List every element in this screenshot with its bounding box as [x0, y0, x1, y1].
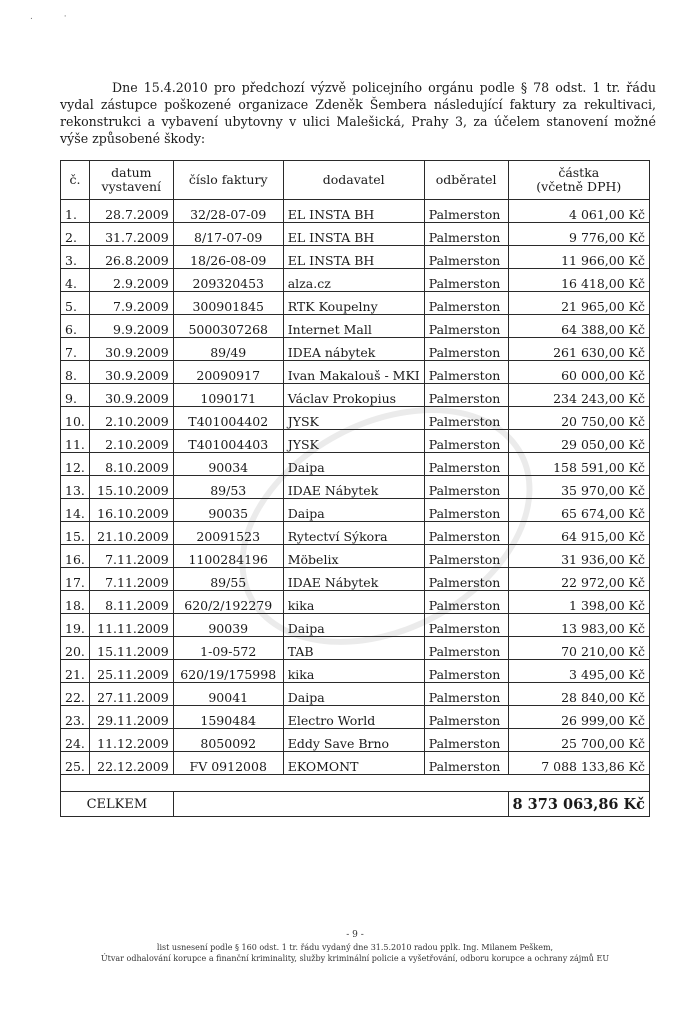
- row-invoice: 1100284196: [173, 545, 283, 568]
- row-amount: 22 972,00 Kč: [508, 568, 649, 591]
- row-number: 16.: [61, 545, 90, 568]
- row-supplier: Daipa: [283, 614, 424, 637]
- row-invoice: 8050092: [173, 729, 283, 752]
- row-amount: 3 495,00 Kč: [508, 660, 649, 683]
- total-row: [61, 792, 650, 817]
- table-row: [61, 545, 650, 568]
- row-supplier: EL INSTA BH: [283, 246, 424, 269]
- invoice-table: [60, 160, 650, 817]
- row-date: 7.9.2009: [89, 292, 173, 315]
- row-invoice: 1-09-572: [173, 637, 283, 660]
- row-amount: 20 750,00 Kč: [508, 407, 649, 430]
- row-date: 26.8.2009: [89, 246, 173, 269]
- row-number: 1.: [61, 200, 90, 223]
- table-row: [61, 476, 650, 499]
- row-supplier: EL INSTA BH: [283, 223, 424, 246]
- table-row: [61, 292, 650, 315]
- row-customer: Palmerston: [424, 338, 508, 361]
- row-date: 2.10.2009: [89, 407, 173, 430]
- table-row: [61, 315, 650, 338]
- row-invoice: 90041: [173, 683, 283, 706]
- row-supplier: kika: [283, 591, 424, 614]
- row-supplier: Rytectví Sýkora: [283, 522, 424, 545]
- row-customer: Palmerston: [424, 361, 508, 384]
- row-customer: Palmerston: [424, 200, 508, 223]
- header-amount: [508, 161, 649, 200]
- total-amount: 8 373 063,86 Kč: [508, 792, 649, 817]
- table-row: [61, 729, 650, 752]
- table-row: [61, 430, 650, 453]
- row-invoice: 209320453: [173, 269, 283, 292]
- row-amount: 70 210,00 Kč: [508, 637, 649, 660]
- row-amount: 1 398,00 Kč: [508, 591, 649, 614]
- row-amount: 29 050,00 Kč: [508, 430, 649, 453]
- row-supplier: TAB: [283, 637, 424, 660]
- row-supplier: JYSK: [283, 430, 424, 453]
- row-supplier: Daipa: [283, 499, 424, 522]
- row-customer: Palmerston: [424, 545, 508, 568]
- row-date: 22.12.2009: [89, 752, 173, 775]
- row-amount: 64 388,00 Kč: [508, 315, 649, 338]
- table-row: [61, 637, 650, 660]
- row-date: 7.11.2009: [89, 568, 173, 591]
- table-row: [61, 660, 650, 683]
- row-number: 14.: [61, 499, 90, 522]
- row-date: 30.9.2009: [89, 361, 173, 384]
- row-supplier: Internet Mall: [283, 315, 424, 338]
- footer-line-2: Útvar odhalování korupce a finanční kriminality, služby kriminální policie a vyšetřování, odboru korupce a ochrany zájmů EU: [100, 954, 610, 963]
- footer: [60, 930, 650, 964]
- row-date: 28.7.2009: [89, 200, 173, 223]
- row-number: 25.: [61, 752, 90, 775]
- row-invoice: 90039: [173, 614, 283, 637]
- row-customer: Palmerston: [424, 614, 508, 637]
- row-number: 21.: [61, 660, 90, 683]
- row-invoice: 1590484: [173, 706, 283, 729]
- row-date: 30.9.2009: [89, 338, 173, 361]
- row-invoice: 300901845: [173, 292, 283, 315]
- footer-line-1: list usnesení podle § 160 odst. 1 tr. řádu vydaný dne 31.5.2010 radou pplk. Ing. Milanem Peškem,: [156, 943, 554, 952]
- row-amount: 234 243,00 Kč: [508, 384, 649, 407]
- row-amount: 26 999,00 Kč: [508, 706, 649, 729]
- row-number: 24.: [61, 729, 90, 752]
- row-number: 23.: [61, 706, 90, 729]
- blank-cell: [61, 775, 650, 792]
- header-no: č.: [61, 161, 90, 200]
- row-customer: Palmerston: [424, 292, 508, 315]
- row-number: 10.: [61, 407, 90, 430]
- row-customer: Palmerston: [424, 384, 508, 407]
- table-row: [61, 338, 650, 361]
- row-amount: 64 915,00 Kč: [508, 522, 649, 545]
- row-customer: Palmerston: [424, 223, 508, 246]
- table-row: [61, 453, 650, 476]
- header-supplier: dodavatel: [283, 161, 424, 200]
- row-number: 20.: [61, 637, 90, 660]
- row-invoice: 18/26-08-09: [173, 246, 283, 269]
- row-invoice: T401004403: [173, 430, 283, 453]
- row-date: 21.10.2009: [89, 522, 173, 545]
- row-amount: 25 700,00 Kč: [508, 729, 649, 752]
- row-amount: 13 983,00 Kč: [508, 614, 649, 637]
- row-invoice: 32/28-07-09: [173, 200, 283, 223]
- row-number: 9.: [61, 384, 90, 407]
- row-supplier: Möbelix: [283, 545, 424, 568]
- row-supplier: EKOMONT: [283, 752, 424, 775]
- row-invoice: 20091523: [173, 522, 283, 545]
- total-label: CELKEM: [61, 792, 174, 817]
- row-amount: 31 936,00 Kč: [508, 545, 649, 568]
- row-number: 8.: [61, 361, 90, 384]
- row-supplier: Eddy Save Brno: [283, 729, 424, 752]
- row-amount: 16 418,00 Kč: [508, 269, 649, 292]
- row-date: 16.10.2009: [89, 499, 173, 522]
- page-number: - 9 -: [346, 930, 364, 940]
- row-invoice: 620/19/175998: [173, 660, 283, 683]
- row-invoice: 20090917: [173, 361, 283, 384]
- scan-specks: . ·: [30, 12, 81, 22]
- row-amount: 35 970,00 Kč: [508, 476, 649, 499]
- header-amount-line2: (včetně DPH): [536, 179, 622, 194]
- table-header-row: [61, 161, 650, 200]
- row-invoice: 89/55: [173, 568, 283, 591]
- row-date: 29.11.2009: [89, 706, 173, 729]
- row-customer: Palmerston: [424, 476, 508, 499]
- header-date: [89, 161, 173, 200]
- header-date-line1: datum: [111, 165, 152, 180]
- row-customer: Palmerston: [424, 683, 508, 706]
- row-number: 19.: [61, 614, 90, 637]
- row-supplier: kika: [283, 660, 424, 683]
- row-customer: Palmerston: [424, 246, 508, 269]
- row-number: 17.: [61, 568, 90, 591]
- row-supplier: IDAE Nábytek: [283, 476, 424, 499]
- table-row: [61, 407, 650, 430]
- row-supplier: Electro World: [283, 706, 424, 729]
- row-number: 22.: [61, 683, 90, 706]
- row-invoice: 1090171: [173, 384, 283, 407]
- row-date: 11.12.2009: [89, 729, 173, 752]
- row-invoice: T401004402: [173, 407, 283, 430]
- table-row: [61, 499, 650, 522]
- row-customer: Palmerston: [424, 706, 508, 729]
- row-supplier: IDAE Nábytek: [283, 568, 424, 591]
- row-supplier: Daipa: [283, 683, 424, 706]
- row-invoice: 90034: [173, 453, 283, 476]
- row-invoice: 90035: [173, 499, 283, 522]
- table-row: [61, 752, 650, 775]
- table-row: [61, 384, 650, 407]
- row-invoice: 89/49: [173, 338, 283, 361]
- row-customer: Palmerston: [424, 568, 508, 591]
- row-number: 12.: [61, 453, 90, 476]
- row-amount: 21 965,00 Kč: [508, 292, 649, 315]
- row-customer: Palmerston: [424, 591, 508, 614]
- row-date: 15.10.2009: [89, 476, 173, 499]
- row-date: 2.9.2009: [89, 269, 173, 292]
- row-date: 31.7.2009: [89, 223, 173, 246]
- row-customer: Palmerston: [424, 660, 508, 683]
- row-amount: 65 674,00 Kč: [508, 499, 649, 522]
- table-row: [61, 200, 650, 223]
- row-number: 5.: [61, 292, 90, 315]
- table-row: [61, 706, 650, 729]
- row-customer: Palmerston: [424, 637, 508, 660]
- row-date: 9.9.2009: [89, 315, 173, 338]
- row-invoice: 89/53: [173, 476, 283, 499]
- row-number: 11.: [61, 430, 90, 453]
- table-row: [61, 683, 650, 706]
- row-supplier: RTK Koupelny: [283, 292, 424, 315]
- row-amount: 4 061,00 Kč: [508, 200, 649, 223]
- table-row: [61, 522, 650, 545]
- row-supplier: EL INSTA BH: [283, 200, 424, 223]
- row-amount: 261 630,00 Kč: [508, 338, 649, 361]
- row-amount: 7 088 133,86 Kč: [508, 752, 649, 775]
- table-row: [61, 568, 650, 591]
- row-amount: 11 966,00 Kč: [508, 246, 649, 269]
- row-invoice: 8/17-07-09: [173, 223, 283, 246]
- row-customer: Palmerston: [424, 752, 508, 775]
- table-row: [61, 223, 650, 246]
- table-row: [61, 614, 650, 637]
- header-date-line2: vystavení: [101, 179, 162, 194]
- row-customer: Palmerston: [424, 315, 508, 338]
- row-invoice: 620/2/192279: [173, 591, 283, 614]
- table-row: [61, 246, 650, 269]
- row-number: 3.: [61, 246, 90, 269]
- row-customer: Palmerston: [424, 499, 508, 522]
- row-number: 18.: [61, 591, 90, 614]
- intro-paragraph: Dne 15.4.2010 pro předchozí výzvě policejního orgánu podle § 78 odst. 1 tr. řádu vydal zástupce poškozené organizace Zdeněk Šembera následující faktury za rekultivaci, rekonstrukci a vybavení ubytovny v ulici Malešická, Prahy 3, za účelem stanovení možné výše způsobené škody:: [60, 79, 656, 146]
- row-date: 8.11.2009: [89, 591, 173, 614]
- row-number: 7.: [61, 338, 90, 361]
- header-invoice: číslo faktury: [173, 161, 283, 200]
- blank-row: [61, 775, 650, 792]
- table-row: [61, 269, 650, 292]
- row-supplier: Daipa: [283, 453, 424, 476]
- row-supplier: alza.cz: [283, 269, 424, 292]
- total-spacer: [173, 792, 508, 817]
- row-amount: 9 776,00 Kč: [508, 223, 649, 246]
- row-date: 8.10.2009: [89, 453, 173, 476]
- row-customer: Palmerston: [424, 269, 508, 292]
- row-number: 15.: [61, 522, 90, 545]
- header-amount-line1: částka: [558, 165, 600, 180]
- row-date: 27.11.2009: [89, 683, 173, 706]
- row-customer: Palmerston: [424, 522, 508, 545]
- row-number: 4.: [61, 269, 90, 292]
- row-amount: 158 591,00 Kč: [508, 453, 649, 476]
- row-date: 30.9.2009: [89, 384, 173, 407]
- row-customer: Palmerston: [424, 453, 508, 476]
- row-invoice: 5000307268: [173, 315, 283, 338]
- row-date: 2.10.2009: [89, 430, 173, 453]
- row-amount: 60 000,00 Kč: [508, 361, 649, 384]
- row-amount: 28 840,00 Kč: [508, 683, 649, 706]
- row-supplier: IDEA nábytek: [283, 338, 424, 361]
- row-number: 6.: [61, 315, 90, 338]
- row-supplier: Ivan Makalouš - MKI: [283, 361, 424, 384]
- row-date: 25.11.2009: [89, 660, 173, 683]
- row-date: 7.11.2009: [89, 545, 173, 568]
- row-date: 15.11.2009: [89, 637, 173, 660]
- row-number: 13.: [61, 476, 90, 499]
- row-supplier: Václav Prokopius: [283, 384, 424, 407]
- row-invoice: FV 0912008: [173, 752, 283, 775]
- row-supplier: JYSK: [283, 407, 424, 430]
- table-row: [61, 361, 650, 384]
- row-customer: Palmerston: [424, 430, 508, 453]
- row-date: 11.11.2009: [89, 614, 173, 637]
- row-customer: Palmerston: [424, 407, 508, 430]
- row-number: 2.: [61, 223, 90, 246]
- header-customer: odběratel: [424, 161, 508, 200]
- row-customer: Palmerston: [424, 729, 508, 752]
- table-row: [61, 591, 650, 614]
